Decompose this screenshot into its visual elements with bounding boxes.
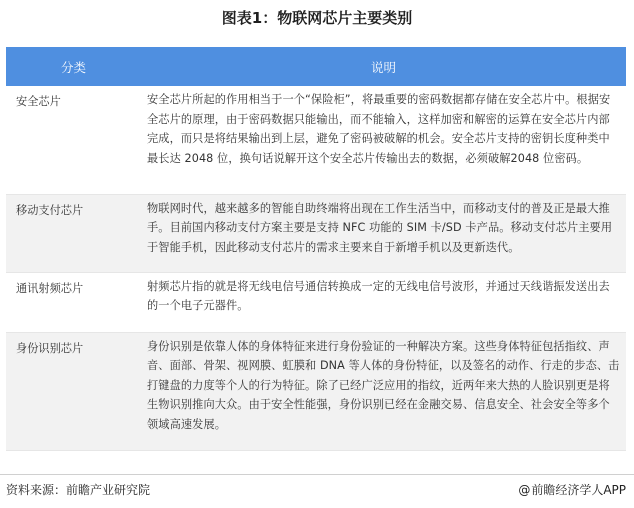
row-description: 身份识别是依靠人体的身体特征来进行身份验证的一种解决方案。这些身体特征包括指纹、声音、面部、骨架、视网膜、虹膜和 DNA 等人体的身份特征，以及签名的动作、行走的步态、击打键盘的力度等个人的行为特征。除了已经广泛应用的指纹，近两年来大热的人脸识别更是将生物识别推向大众。由于安全性能强，身份识别已经在金融交易、信息安全、社会安全等多个领域高速发展。	[141, 332, 626, 450]
source-text: 资料来源：前瞻产业研究院	[6, 483, 151, 497]
table-header-row	[6, 47, 626, 86]
row-category: 安全芯片	[6, 86, 141, 194]
row-description: 安全芯片所起的作用相当于一个“保险柜”，将最重要的密码数据都存储在安全芯片中。根据安全芯片的原理，由于密码数据只能输出，而不能输入，这样加密和解密的运算在安全芯片内部完成，而只是将结果输出到上层，避免了密码被破解的机会。安全芯片支持的密钥长度种类中最长达 2048 位，换句话说解开这个安全芯片传输出去的数据，必须破解2048 位密码。	[141, 86, 626, 194]
table-row	[6, 332, 626, 450]
row-category: 通讯射频芯片	[6, 272, 141, 332]
table-row	[6, 86, 626, 194]
header-category: 分类	[6, 47, 141, 86]
at-sign: @	[518, 483, 531, 497]
credit	[518, 481, 626, 498]
row-category: 身份识别芯片	[6, 332, 141, 450]
chart-title: 图表1：物联网芯片主要类别	[221, 9, 413, 27]
header-description: 说明	[141, 47, 626, 86]
table-row	[6, 272, 626, 332]
credit-text: 前瞻经济学人APP	[531, 483, 626, 497]
table-row	[6, 194, 626, 272]
category-table	[6, 47, 626, 451]
row-description: 射频芯片指的就是将无线电信号通信转换成一定的无线电信号波形，并通过天线谐振发送出去的一个电子元器件。	[141, 272, 626, 332]
footer	[0, 474, 634, 508]
row-category: 移动支付芯片	[6, 194, 141, 272]
row-description: 物联网时代，越来越多的智能自助终端将出现在工作生活当中，而移动支付的普及正是最大推手。目前国内移动支付方案主要是支持 NFC 功能的 SIM 卡/SD 卡产品。移动支付芯片主要用于智能手机，因此移动支付芯片的需求主要来自于新增手机以及更新迭代。	[141, 194, 626, 272]
